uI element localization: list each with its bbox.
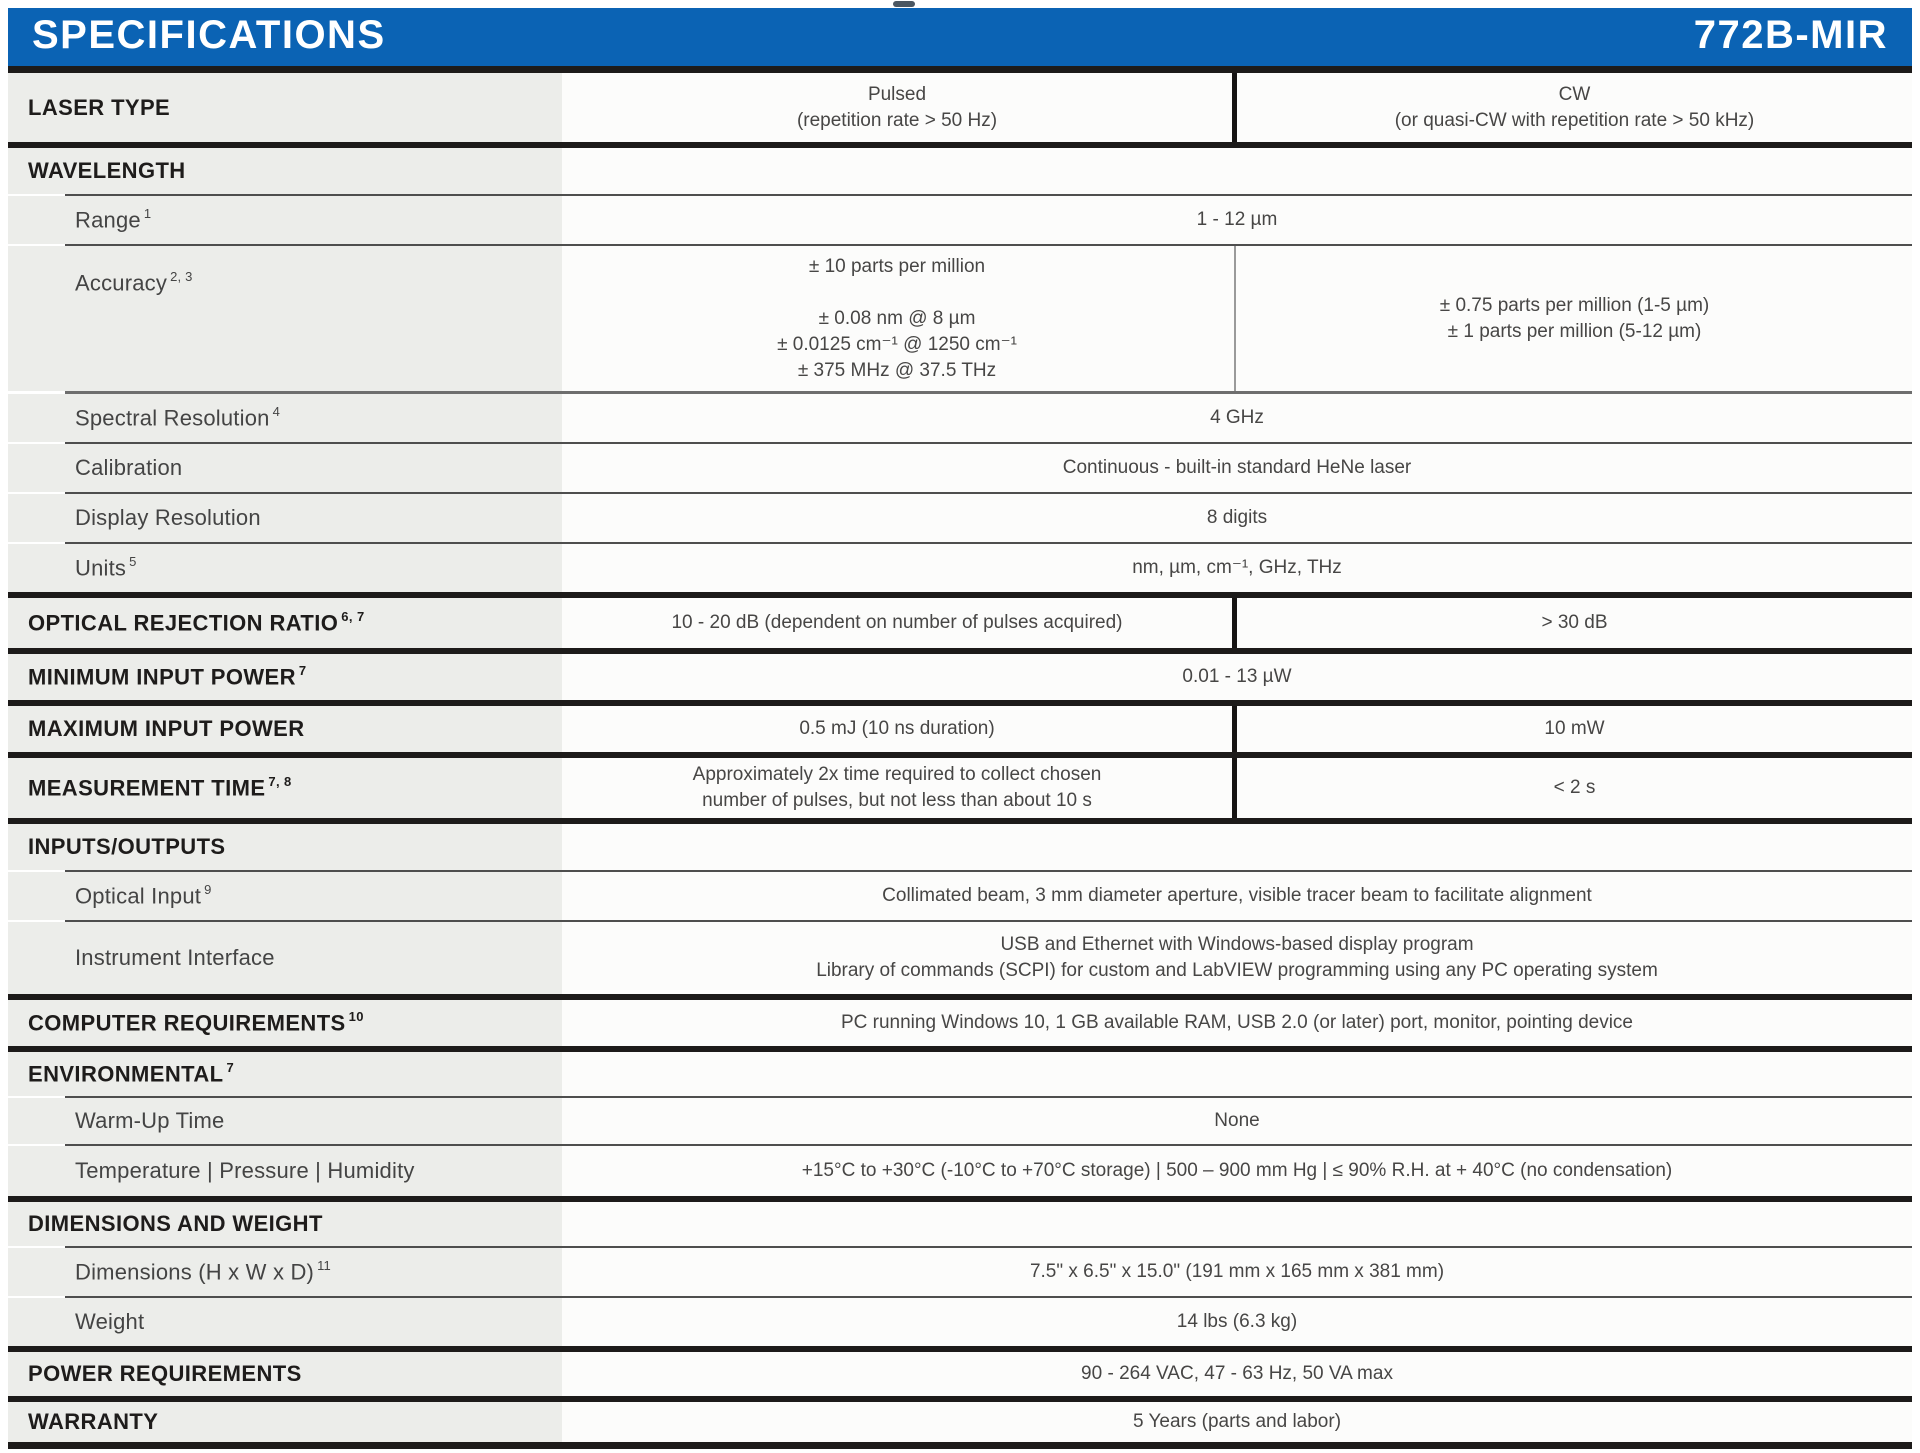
units-footnote: 5	[129, 553, 137, 569]
row-warranty	[8, 1402, 1912, 1442]
optical-rejection-ratio-cw-value: > 30 dB	[1541, 612, 1608, 633]
spectral-resolution-label	[8, 394, 562, 442]
weight-label-text: Weight	[75, 1309, 145, 1334]
spectral-resolution-label-text: Spectral Resolution $^4$	[75, 403, 281, 431]
maximum-input-power-cw-value: 10 mW	[1544, 718, 1605, 739]
minimum-input-power-label	[8, 654, 562, 700]
row-laser-type	[8, 73, 1912, 142]
instrument-interface-label	[8, 922, 562, 994]
wavelength-section-label	[8, 148, 562, 194]
row-display-resolution	[8, 494, 1912, 542]
dimensions-label-text: Dimensions (H x W x D) $^{11}$	[75, 1257, 331, 1285]
environmental-footnote: 7	[226, 1059, 235, 1075]
minimum-input-power-label-text: MINIMUM INPUT POWER $^7$	[28, 662, 307, 690]
optical-rejection-ratio-footnote: 6, 7	[341, 608, 365, 624]
range-label	[8, 196, 562, 244]
row-calibration	[8, 444, 1912, 492]
warranty-value-cell	[562, 1402, 1912, 1442]
empty-cell	[562, 1202, 1912, 1246]
spectral-resolution-value-cell	[562, 394, 1912, 442]
accuracy-pulsed-line1: ± 10 parts per million	[808, 255, 986, 277]
row-wavelength-section	[8, 148, 1912, 194]
dimensions-weight-section-label-text: DIMENSIONS AND WEIGHT	[28, 1211, 323, 1236]
optical-input-label-text: Optical Input $^9$	[75, 881, 212, 909]
display-resolution-value: 8 digits	[1206, 507, 1268, 528]
measurement-time-pulsed-line2: number of pulses, but not less than about 10 s	[702, 790, 1092, 811]
accuracy-cw-cell	[1237, 246, 1912, 391]
measurement-time-label-text: MEASUREMENT TIME $^{7, 8}$	[28, 773, 292, 801]
warm-up-time-value-cell	[562, 1098, 1912, 1144]
dimensions-footnote: 11	[317, 1257, 331, 1273]
instrument-interface-label-text: Instrument Interface	[75, 945, 275, 970]
dimensions-weight-section-label	[8, 1202, 562, 1246]
pulsed-column-heading: Pulsed	[867, 83, 927, 105]
power-requirements-label	[8, 1352, 562, 1396]
row-environmental-section	[8, 1052, 1912, 1096]
measurement-time-cw-cell	[1237, 758, 1912, 818]
temp-pressure-humidity-value-cell	[562, 1146, 1912, 1196]
cw-column-heading: CW	[1558, 83, 1591, 105]
warranty-label	[8, 1402, 562, 1442]
accuracy-cw-line1: ± 0.75 parts per million (1-5 µm)	[1439, 294, 1710, 316]
warranty-value: 5 Years (parts and labor)	[1132, 1411, 1342, 1432]
maximum-input-power-pulsed-cell	[562, 706, 1232, 752]
title-bar	[8, 8, 1912, 66]
laser-type-pulsed-cell	[562, 73, 1232, 142]
dimensions-label	[8, 1248, 562, 1296]
row-computer-requirements	[8, 1000, 1912, 1046]
row-range	[8, 196, 1912, 244]
range-value-cell	[562, 196, 1912, 244]
display-resolution-value-cell	[562, 494, 1912, 542]
weight-label	[8, 1298, 562, 1346]
optical-rejection-ratio-pulsed-cell	[562, 598, 1232, 648]
row-weight	[8, 1298, 1912, 1346]
computer-requirements-value: PC running Windows 10, 1 GB available RAM, USB 2.0 (or later) port, monitor, pointing device	[840, 1012, 1634, 1033]
separator	[8, 66, 1912, 73]
minimum-input-power-value-cell	[562, 654, 1912, 700]
optical-rejection-ratio-cw-cell	[1237, 598, 1912, 648]
range-label-text: Range $^1$	[75, 205, 152, 233]
laser-type-cw-cell	[1237, 73, 1912, 142]
column-divider	[1234, 246, 1236, 391]
calibration-value-cell	[562, 444, 1912, 492]
calibration-label	[8, 444, 562, 492]
model-number: 772B-MIR	[1693, 13, 1888, 57]
optical-rejection-ratio-pulsed-value: 10 - 20 dB (dependent on number of pulses acquired)	[671, 612, 1123, 633]
accuracy-pulsed-line3: ± 0.0125 cm⁻¹ @ 1250 cm⁻¹	[777, 333, 1017, 355]
inputs-outputs-section-label-text: INPUTS/OUTPUTS	[28, 834, 226, 859]
maximum-input-power-pulsed-value: 0.5 mJ (10 ns duration)	[799, 718, 995, 739]
measurement-time-label	[8, 758, 562, 818]
wavelength-section-label-text: WAVELENGTH	[28, 158, 186, 183]
row-optical-input	[8, 872, 1912, 920]
minimum-input-power-footnote: 7	[298, 662, 307, 678]
power-requirements-label-text: POWER REQUIREMENTS	[28, 1361, 302, 1386]
accuracy-pulsed-line4: ± 375 MHz @ 37.5 THz	[797, 359, 997, 381]
power-requirements-value-cell	[562, 1352, 1912, 1396]
minimum-input-power-value: 0.01 - 13 µW	[1182, 666, 1292, 687]
inputs-outputs-section-label	[8, 824, 562, 870]
empty-cell	[562, 1052, 1912, 1096]
warranty-label-text: WARRANTY	[28, 1409, 159, 1434]
optical-input-footnote: 9	[204, 881, 212, 897]
weight-value-cell	[562, 1298, 1912, 1346]
warm-up-time-label	[8, 1098, 562, 1144]
row-dimensions-weight-section	[8, 1202, 1912, 1246]
temp-pressure-humidity-label-text: Temperature | Pressure | Humidity	[75, 1158, 415, 1183]
measurement-time-cw-value: < 2 s	[1553, 777, 1596, 798]
computer-requirements-footnote: 10	[348, 1008, 364, 1024]
display-resolution-label	[8, 494, 562, 542]
optical-input-value: Collimated beam, 3 mm diameter aperture, visible tracer beam to facilitate alignment	[882, 885, 1592, 906]
row-optical-rejection-ratio	[8, 598, 1912, 648]
row-dimensions	[8, 1248, 1912, 1296]
row-minimum-input-power	[8, 654, 1912, 700]
measurement-time-pulsed-line1: Approximately 2x time required to collect chosen	[692, 764, 1102, 785]
display-resolution-label-text: Display Resolution	[75, 505, 261, 530]
separator	[8, 1442, 1912, 1449]
computer-requirements-value-cell	[562, 1000, 1912, 1046]
environmental-section-label	[8, 1052, 562, 1096]
row-instrument-interface	[8, 922, 1912, 994]
optical-input-value-cell	[562, 872, 1912, 920]
cw-column-subheading: (or quasi-CW with repetition rate > 50 kHz)	[1394, 109, 1755, 131]
measurement-time-pulsed-cell	[562, 758, 1232, 818]
units-value: nm, µm, cm⁻¹, GHz, THz	[1132, 557, 1342, 578]
temp-pressure-humidity-value: +15°C to +30°C (-10°C to +70°C storage) | 500 – 900 mm Hg | ≤ 90% R.H. at + 40°C (no condensation)	[801, 1160, 1673, 1181]
spectral-resolution-value: 4 GHz	[1210, 407, 1264, 428]
row-spectral-resolution	[8, 394, 1912, 442]
maximum-input-power-label	[8, 706, 562, 752]
row-accuracy	[8, 246, 1912, 391]
environmental-section-label-text: ENVIRONMENTAL $^7$	[28, 1059, 235, 1087]
temp-pressure-humidity-label	[8, 1146, 562, 1196]
laser-type-label-text: LASER TYPE	[28, 94, 171, 120]
empty-cell	[562, 824, 1912, 870]
row-measurement-time	[8, 758, 1912, 818]
range-value: 1 - 12 µm	[1196, 209, 1278, 230]
row-maximum-input-power	[8, 706, 1912, 752]
units-label-text: Units $^5$	[75, 553, 137, 581]
instrument-interface-line2: Library of commands (SCPI) for custom and LabVIEW programming using any PC operating system	[816, 960, 1658, 981]
warm-up-time-label-text: Warm-Up Time	[75, 1108, 225, 1133]
units-value-cell	[562, 544, 1912, 592]
weight-value: 14 lbs (6.3 kg)	[1176, 1311, 1298, 1332]
dimensions-value-cell	[562, 1248, 1912, 1296]
power-requirements-value: 90 - 264 VAC, 47 - 63 Hz, 50 VA max	[1081, 1363, 1393, 1384]
scan-artifact	[893, 1, 915, 7]
instrument-interface-line1: USB and Ethernet with Windows-based display program	[1000, 934, 1474, 955]
row-temp-pressure-humidity	[8, 1146, 1912, 1196]
measurement-time-footnote: 7, 8	[268, 773, 292, 789]
accuracy-label	[8, 246, 562, 391]
instrument-interface-value-cell	[562, 922, 1912, 994]
optical-input-label	[8, 872, 562, 920]
laser-type-label	[8, 73, 562, 142]
spectral-resolution-footnote: 4	[272, 403, 281, 419]
calibration-value: Continuous - built-in standard HeNe laser	[1062, 457, 1412, 478]
row-units	[8, 544, 1912, 592]
optical-rejection-ratio-label	[8, 598, 562, 648]
dimensions-value: 7.5" x 6.5" x 15.0" (191 mm x 165 mm x 381 mm)	[1029, 1261, 1445, 1282]
calibration-label-text: Calibration	[75, 455, 183, 480]
empty-cell	[562, 148, 1912, 194]
optical-rejection-ratio-label-text: OPTICAL REJECTION RATIO $^{6, 7}$	[28, 608, 365, 636]
accuracy-pulsed-line2: ± 0.08 nm @ 8 µm	[818, 307, 976, 329]
pulsed-column-subheading: (repetition rate > 50 Hz)	[796, 109, 998, 131]
row-inputs-outputs-section	[8, 824, 1912, 870]
accuracy-pulsed-cell	[562, 246, 1232, 391]
accuracy-label-text: Accuracy $^{2, 3}$	[75, 269, 193, 296]
row-power-requirements	[8, 1352, 1912, 1396]
computer-requirements-label	[8, 1000, 562, 1046]
maximum-input-power-cw-cell	[1237, 706, 1912, 752]
row-warm-up-time	[8, 1098, 1912, 1144]
accuracy-footnote: 2, 3	[170, 269, 193, 284]
maximum-input-power-label-text: MAXIMUM INPUT POWER	[28, 716, 305, 741]
computer-requirements-label-text: COMPUTER REQUIREMENTS $^{10}$	[28, 1008, 364, 1036]
page-title: SPECIFICATIONS	[32, 13, 386, 57]
warm-up-time-value: None	[1214, 1110, 1260, 1131]
accuracy-cw-line2: ± 1 parts per million (5-12 µm)	[1447, 320, 1702, 342]
range-footnote: 1	[143, 205, 152, 221]
units-label	[8, 544, 562, 592]
